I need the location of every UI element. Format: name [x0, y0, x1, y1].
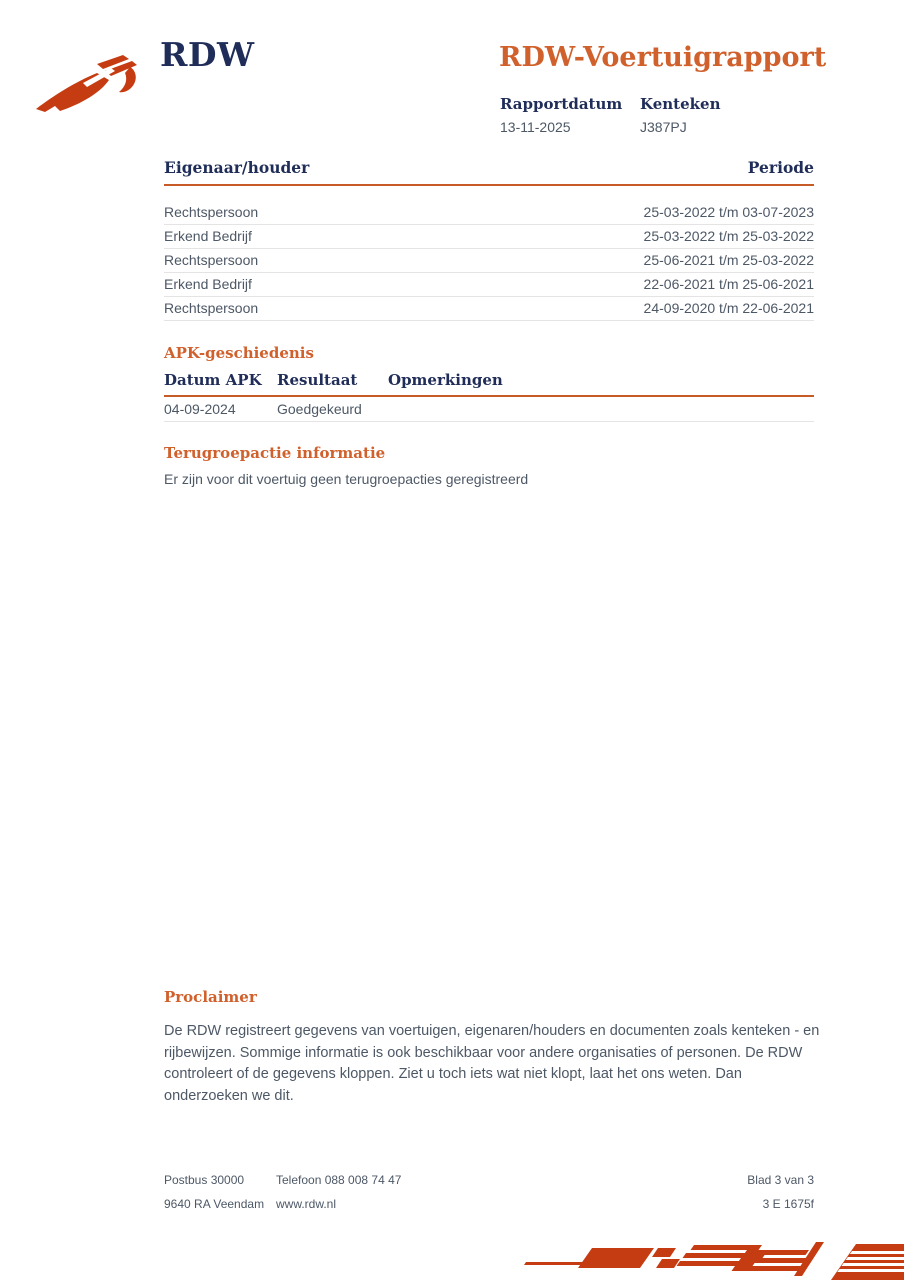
report-meta [500, 95, 780, 135]
apk-datum: 04-09-2024 [164, 401, 236, 417]
kenteken-label: Kenteken [640, 95, 721, 113]
table-row [164, 201, 814, 225]
owner-type: Erkend Bedrijf [164, 228, 252, 244]
apk-resultaat: Goedgekeurd [277, 401, 362, 417]
owner-table-rows [164, 201, 814, 321]
footer-page-number: Blad 3 van 3 [747, 1173, 814, 1187]
table-row [164, 397, 814, 422]
table-row [164, 273, 814, 297]
owner-periode: 22-06-2021 t/m 25-06-2021 [643, 276, 814, 292]
footer-city: 9640 RA Veendam [164, 1197, 265, 1211]
proclaimer-section [164, 988, 820, 1107]
footer-website: www.rdw.nl [276, 1197, 337, 1211]
footer-doc-code: 3 E 1675f [762, 1197, 814, 1211]
owner-section [164, 158, 814, 321]
apk-col-resultaat: Resultaat [277, 371, 358, 389]
apk-col-opmerkingen: Opmerkingen [388, 371, 503, 389]
owner-type: Rechtspersoon [164, 204, 259, 220]
owner-periode: 25-03-2022 t/m 25-03-2022 [643, 228, 814, 244]
footer-contact-column [276, 1168, 747, 1216]
rapportdatum-value: 13-11-2025 [500, 119, 571, 135]
owner-col-header: Eigenaar/houder [164, 158, 310, 177]
recall-text: Er zijn voor dit voertuig geen terugroepacties geregistreerd [164, 471, 529, 487]
page-title: RDW-Voertuigrapport [499, 42, 827, 73]
footer-page-column [747, 1168, 814, 1216]
owner-table-header [164, 158, 814, 186]
kenteken-value: J387PJ [640, 119, 687, 135]
recall-section [164, 444, 814, 487]
apk-opmerkingen [388, 401, 814, 417]
proclaimer-text: De RDW registreert gegevens van voertuigen, eigenaren/houders en documenten zoals kenteken - en rijbewijzen. Sommige informatie is ook beschikbaar voor andere organisaties of personen. De RDW controleert of de gegevens kloppen. Ziet u toch iets wat niet klopt, laat het ons weten. Dan onderzoeken we dit. [164, 1023, 820, 1104]
page-footer [164, 1168, 814, 1216]
owner-type: Rechtspersoon [164, 300, 259, 316]
table-row [164, 225, 814, 249]
speed-stripes-icon [504, 1240, 904, 1280]
rapportdatum-block [500, 95, 640, 135]
owner-type: Erkend Bedrijf [164, 276, 252, 292]
rapportdatum-label: Rapportdatum [500, 95, 623, 113]
periode-col-header: Periode [747, 158, 814, 177]
owner-periode: 25-06-2021 t/m 25-03-2022 [643, 252, 814, 268]
apk-section-title: APK-geschiedenis [164, 344, 314, 362]
footer-address-column [164, 1168, 276, 1216]
apk-table-header [164, 371, 814, 397]
footer-phone: Telefoon 088 008 74 47 [276, 1173, 402, 1187]
brand-wordmark: RDW [160, 35, 255, 74]
kenteken-block [640, 95, 780, 135]
owner-type: Rechtspersoon [164, 252, 259, 268]
recall-section-title: Terugroepactie informatie [164, 444, 386, 462]
proclaimer-title: Proclaimer [164, 988, 257, 1006]
table-row [164, 249, 814, 273]
owner-periode: 24-09-2020 t/m 22-06-2021 [643, 300, 814, 316]
footer-postbus: Postbus 30000 [164, 1173, 245, 1187]
rdw-feather-icon [33, 55, 148, 115]
table-row [164, 297, 814, 321]
owner-periode: 25-03-2022 t/m 03-07-2023 [643, 204, 814, 220]
apk-col-datum: Datum APK [164, 371, 262, 389]
apk-section [164, 344, 814, 422]
